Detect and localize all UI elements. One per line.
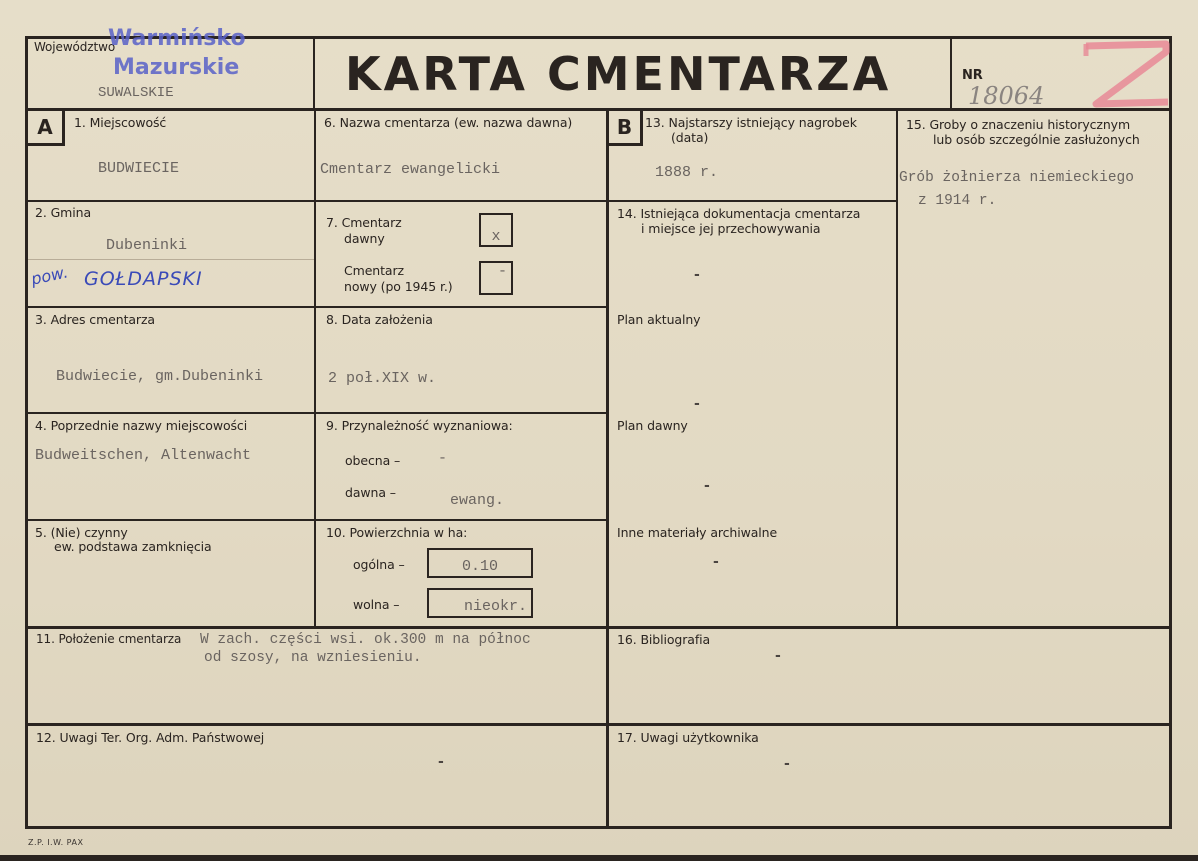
field-9-former-label: dawna –: [345, 485, 396, 500]
field-2-value: Dubeninki: [106, 237, 188, 254]
field-16-label: 16. Bibliografia: [617, 632, 711, 647]
row-line-a3: [25, 412, 608, 414]
other-materials-label: Inne materiały archiwalne: [617, 525, 778, 540]
field-15-label-2: lub osób szczególnie zasłużonych: [933, 132, 1140, 147]
field-1-value: BUDWIECIE: [98, 160, 180, 177]
field-13-value: 1888 r.: [655, 164, 719, 181]
field-11-value-1: W zach. części wsi. ok.300 m na północ: [200, 632, 531, 648]
row-line-a2: [25, 306, 608, 308]
field-15-value-2: z 1914 r.: [918, 193, 997, 209]
row-line-a4: [25, 519, 608, 521]
field-8-value: 2 poł.XIX w.: [328, 370, 437, 387]
field-9-current-value: -: [438, 450, 448, 467]
field-17-label: 17. Uwagi użytkownika: [617, 730, 759, 745]
col-divider-2: [606, 108, 609, 828]
voivodeship-typed: SUWALSKIE: [98, 85, 174, 101]
field-15-value-1: Grób żołnierza niemieckiego: [899, 170, 1134, 186]
header-divider-2: [950, 36, 952, 110]
field-10-free-label: wolna –: [353, 597, 400, 612]
field-7-new-label-1: Cmentarz: [344, 263, 404, 278]
field-14-value: -: [694, 267, 700, 283]
field-14-label-2: i miejsce jej przechowywania: [641, 221, 821, 236]
plan-current-value: -: [694, 396, 700, 412]
header-divider-1: [313, 36, 315, 110]
field-12-value: -: [438, 754, 444, 770]
field-5-label-1: 5. (Nie) czynny: [35, 525, 128, 540]
frame-left: [25, 36, 28, 829]
field-8-label: 8. Data założenia: [326, 312, 433, 327]
field-5-label-2: ew. podstawa zamknięcia: [54, 539, 212, 554]
frame-bottom: [25, 826, 1172, 829]
red-z-mark-icon: [1082, 38, 1170, 112]
field-10-label: 10. Powierzchnia w ha:: [326, 525, 468, 540]
field-16-value: -: [775, 648, 781, 664]
field-7-new-label-2: nowy (po 1945 r.): [344, 279, 453, 294]
row-line-main: [25, 626, 1172, 629]
field-9-current-label: obecna –: [345, 453, 401, 468]
field-14-label-1: 14. Istniejąca dokumentacja cmentarza: [617, 206, 861, 221]
voivodeship-stamp-line2: Mazurskie: [113, 55, 240, 80]
plan-old-label: Plan dawny: [617, 418, 688, 433]
field-9-former-value: ewang.: [450, 492, 505, 509]
nr-value: 18064: [968, 82, 1045, 110]
section-a-marker: A: [25, 108, 65, 146]
col-divider-3: [896, 108, 898, 628]
section-b-marker: B: [606, 108, 643, 146]
field-2-handwritten-value: GOŁDAPSKI: [84, 268, 203, 290]
row-line-bottom: [25, 723, 1172, 726]
field-2-handwritten-prefix: pow.: [29, 262, 70, 289]
row-line-a1: [25, 200, 608, 202]
field-11-value-2: od szosy, na wzniesieniu.: [204, 650, 422, 666]
field-13-label-2: (data): [671, 130, 709, 145]
new-cemetery-checkbox[interactable]: -: [479, 261, 513, 295]
field-1-label: 1. Miejscowość: [74, 115, 167, 130]
voivodeship-label: Województwo: [34, 40, 116, 54]
field-6-value: Cmentarz ewangelicki: [320, 161, 501, 178]
field-12-label: 12. Uwagi Ter. Org. Adm. Państwowej: [36, 730, 265, 745]
field-13-label-1: 13. Najstarszy istniejący nagrobek: [645, 115, 857, 130]
frame-right: [1169, 36, 1172, 829]
field-3-label: 3. Adres cmentarza: [35, 312, 155, 327]
row-line-b1: [606, 200, 898, 202]
field-11-label: 11. Położenie cmentarza: [36, 632, 182, 646]
field-3-value: Budwiecie, gm.Dubeninki: [56, 368, 264, 385]
plan-current-label: Plan aktualny: [617, 312, 701, 327]
other-materials-value: -: [713, 554, 719, 570]
field-4-label: 4. Poprzednie nazwy miejscowości: [35, 418, 248, 433]
field-2-label: 2. Gmina: [35, 205, 92, 220]
old-cemetery-checkbox[interactable]: x: [479, 213, 513, 247]
field-10-total-label: ogólna –: [353, 557, 405, 572]
voivodeship-stamp-line1: Warmińsko: [108, 26, 246, 51]
field-15-label-1: 15. Groby o znaczeniu historycznym: [906, 117, 1131, 132]
field-17-value: -: [784, 756, 790, 772]
field-9-label: 9. Przynależność wyznaniowa:: [326, 418, 513, 433]
field-7-old-label-2: dawny: [344, 231, 385, 246]
printer-imprint: Z.P. I.W. PAX: [28, 838, 84, 847]
nr-label: NR: [962, 68, 983, 83]
free-area-field[interactable]: nieokr.: [427, 588, 533, 618]
gmina-underline: [28, 259, 314, 260]
field-7-old-label-1: 7. Cmentarz: [326, 215, 402, 230]
field-4-value: Budweitschen, Altenwacht: [35, 447, 252, 464]
plan-old-value: -: [704, 478, 710, 494]
total-area-field[interactable]: 0.10: [427, 548, 533, 578]
col-divider-1: [314, 108, 316, 628]
page-title: KARTA CMENTARZA: [345, 47, 892, 101]
field-6-label: 6. Nazwa cmentarza (ew. nazwa dawna): [324, 115, 573, 130]
